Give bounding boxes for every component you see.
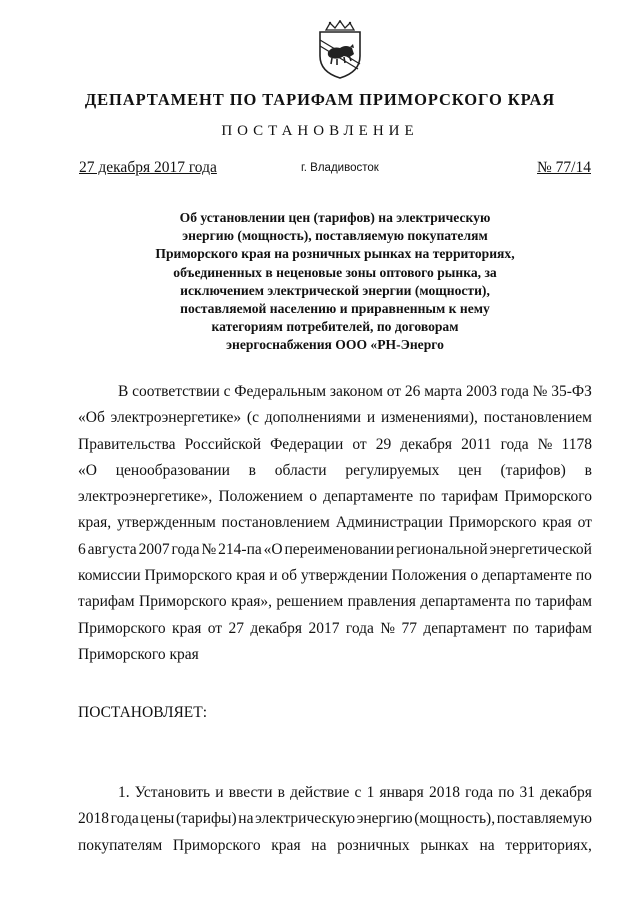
word: ценообразовании: [115, 461, 230, 479]
word: Администрации: [335, 514, 443, 532]
word: (тарифов): [500, 461, 566, 479]
word: 1: [366, 784, 375, 801]
text-line: [78, 458, 592, 484]
word: по: [419, 488, 436, 506]
word: департамента: [420, 593, 511, 611]
subject-line: Приморского края на розничных рынках на территориях,: [155, 246, 515, 262]
word: электроэнергетике»: [110, 409, 242, 427]
word: от: [352, 435, 367, 453]
resolves-heading: ПОСТАНОВЛЯЕТ:: [78, 704, 208, 721]
word: соответствии: [132, 383, 220, 400]
word: с: [354, 784, 362, 801]
word: Приморского: [144, 567, 233, 585]
word: марта: [424, 383, 463, 400]
word: департаменте: [482, 567, 572, 585]
text-line: [78, 806, 592, 832]
word: 31: [519, 784, 535, 801]
preamble-paragraph: [78, 379, 592, 668]
word: региональной: [396, 540, 488, 558]
word: и: [366, 409, 376, 427]
word: края,: [78, 514, 112, 532]
subject-line: энергию (мощность), поставляемую покупателям: [182, 228, 488, 244]
word: августа: [87, 540, 137, 558]
word: правления: [347, 593, 416, 611]
word: 29: [375, 435, 392, 453]
word: утверждении: [300, 567, 388, 585]
subject-line: поставляемой населению и приравненным к нему: [180, 301, 490, 317]
word: (мощность),: [414, 810, 496, 828]
word: «О: [263, 540, 283, 558]
word: Приморского: [504, 488, 592, 506]
word: Федерации: [270, 435, 344, 453]
text-line: [78, 642, 592, 668]
word: Российской: [184, 435, 261, 453]
word: территориях,: [505, 836, 592, 854]
word: года: [110, 810, 139, 828]
word: комиссии: [78, 567, 141, 585]
text-line: [78, 589, 592, 615]
word: электрическую: [255, 810, 356, 828]
word: изменениями),: [380, 409, 478, 427]
subject-line: Об установлении цен (тарифов) на электрическую: [179, 210, 491, 225]
word: с: [223, 383, 231, 400]
word: регулируемых: [345, 461, 440, 479]
text-line: [78, 510, 592, 536]
text-line: [78, 432, 592, 458]
word: департамент: [423, 619, 507, 637]
word: Положения: [391, 567, 467, 585]
word: декабря: [400, 435, 452, 453]
word: 1.: [118, 784, 130, 801]
word: Федеральным: [234, 383, 327, 400]
word: в: [277, 784, 285, 801]
word: решением: [276, 593, 344, 611]
text-line: [78, 484, 592, 510]
text-line: [78, 780, 592, 806]
subject-line: категориям потребителей, по договорам: [211, 319, 459, 335]
word: 1178: [561, 435, 592, 453]
word: края»,: [231, 593, 273, 611]
word: Положением: [218, 488, 303, 506]
word: В: [118, 383, 129, 400]
word: Приморского: [78, 619, 166, 637]
word: Установить: [134, 784, 211, 801]
word: о: [309, 488, 317, 506]
word: о: [470, 567, 479, 585]
document-meta-row: [79, 159, 591, 179]
word: №: [532, 383, 548, 400]
word: дополнениями: [264, 409, 362, 427]
document-type: ПОСТАНОВЛЕНИЕ: [221, 123, 419, 139]
word: покупателям: [78, 836, 163, 854]
word: тарифам: [535, 619, 592, 637]
word: области: [274, 461, 327, 479]
word: 77: [401, 619, 417, 637]
word: тарифам: [78, 593, 135, 611]
word: от: [577, 514, 592, 532]
word: №: [380, 619, 396, 637]
word: 2017: [308, 619, 340, 637]
word: постановлением: [221, 514, 330, 532]
word: действие: [290, 784, 350, 801]
word: 2007: [138, 540, 170, 558]
word: и: [215, 784, 224, 801]
word: 6: [78, 540, 86, 558]
word: от: [207, 619, 223, 637]
word: по: [575, 567, 592, 585]
word: рынках: [420, 836, 469, 854]
word: края: [172, 619, 202, 637]
word: розничных: [337, 836, 410, 854]
subject-line: энергоснабжения ООО «РН-Энерго: [226, 337, 444, 353]
word: Приморского: [139, 593, 227, 611]
word: тарифам: [535, 593, 592, 611]
word: 27: [228, 619, 244, 637]
word: Правительства: [78, 435, 176, 453]
document-number: № 77/14: [537, 159, 591, 176]
word: электроэнергетике»,: [78, 488, 213, 506]
document-subject: [120, 209, 550, 355]
word: 2018: [78, 810, 109, 828]
text-line: [78, 537, 592, 563]
word: «О: [78, 461, 97, 479]
word: января: [379, 784, 424, 801]
word: 2011: [461, 435, 492, 453]
word: законом: [329, 383, 383, 400]
coat-of-arms-icon: [314, 20, 366, 80]
word: №: [537, 435, 553, 453]
word: Приморского: [448, 514, 537, 532]
word: переименовании: [284, 540, 395, 558]
item-1-paragraph: [78, 780, 592, 859]
word: «Об: [78, 409, 105, 427]
word: поставляемую: [496, 810, 592, 828]
word: ввести: [228, 784, 273, 801]
word: департаменте: [323, 488, 414, 506]
word: на: [238, 810, 254, 828]
word: 2003: [465, 383, 497, 400]
word: тарифам: [441, 488, 499, 506]
word: (с: [246, 409, 259, 427]
word: года: [500, 383, 529, 400]
department-title: ДЕПАРТАМЕНТ ПО ТАРИФАМ ПРИМОРСКОГО КРАЯ: [84, 90, 556, 109]
subject-line: исключением электрической энергии (мощности),: [180, 282, 490, 298]
text-line: [78, 405, 592, 431]
word: и: [269, 567, 278, 585]
word: Приморского: [172, 836, 261, 854]
word: на: [311, 836, 327, 854]
word: 214-па: [218, 540, 262, 558]
word: края: [271, 836, 301, 854]
word: (тарифы): [175, 810, 237, 828]
word: года: [465, 784, 494, 801]
word: 35-ФЗ: [551, 383, 592, 400]
word: об: [281, 567, 298, 585]
text-line: [78, 833, 592, 859]
word: года: [345, 619, 374, 637]
word: года: [500, 435, 529, 453]
word: Приморского края: [78, 645, 199, 663]
word: в: [248, 461, 256, 479]
word: года: [171, 540, 200, 558]
word: по: [512, 619, 529, 637]
word: края: [236, 567, 266, 585]
text-line: [78, 616, 592, 642]
word: энергетической: [489, 540, 592, 558]
word: от: [386, 383, 402, 400]
word: 2018: [428, 784, 460, 801]
subject-line: объединенных в неценовые зоны оптового рынка, за: [173, 264, 497, 280]
text-line: [78, 563, 592, 589]
word: по: [498, 784, 515, 801]
document-city: г. Владивосток: [301, 162, 379, 174]
word: энергию: [356, 810, 413, 828]
word: цен: [458, 461, 482, 479]
word: по: [514, 593, 531, 611]
word: декабря: [250, 619, 303, 637]
text-line: [78, 379, 592, 405]
document-date: 27 декабря 2017 года: [79, 159, 217, 176]
word: №: [201, 540, 217, 558]
word: 26: [404, 383, 421, 400]
word: в: [584, 461, 592, 479]
word: декабря: [540, 784, 592, 801]
word: постановлением: [483, 409, 592, 427]
word: цены: [140, 810, 175, 828]
word: края: [542, 514, 572, 532]
word: на: [479, 836, 495, 854]
word: утвержденным: [117, 514, 216, 532]
